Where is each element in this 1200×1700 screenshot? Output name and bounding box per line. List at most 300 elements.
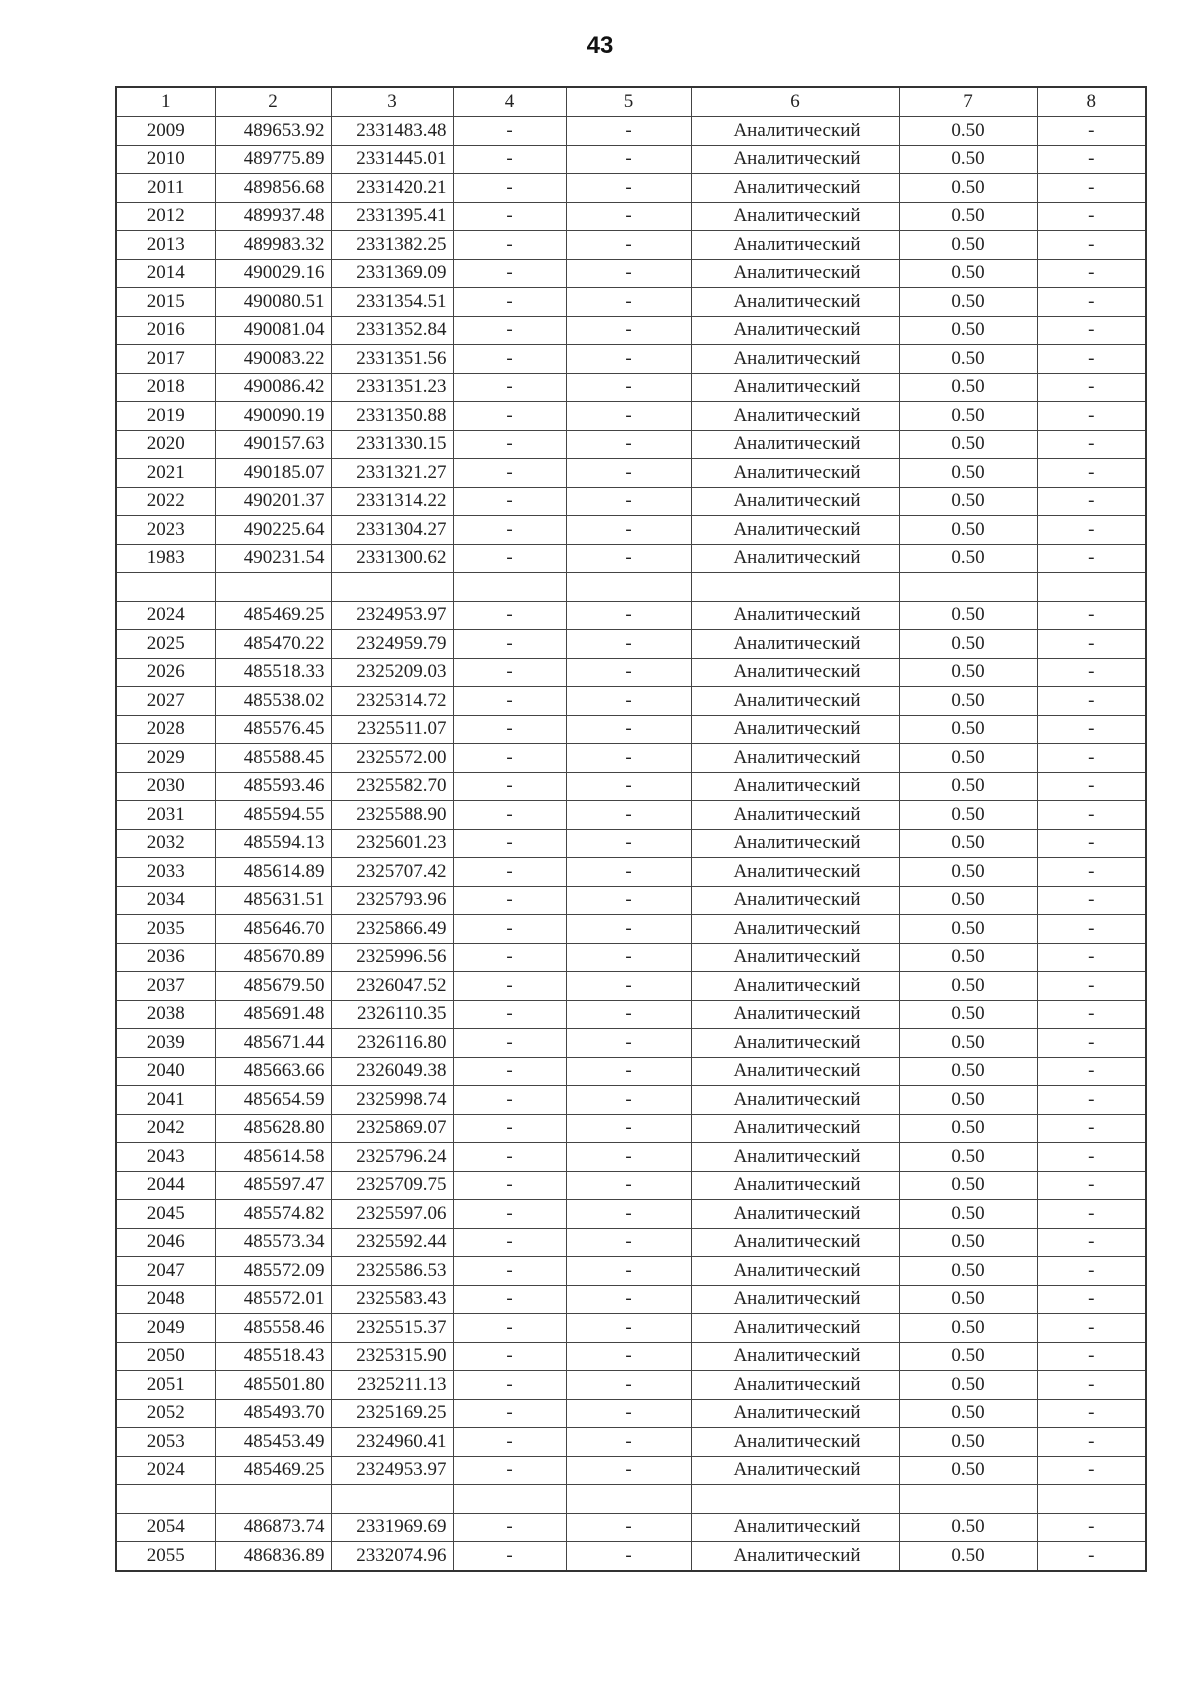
y-coordinate-cell: 2325709.75 <box>331 1171 453 1200</box>
table-row <box>116 1228 1146 1257</box>
method-cell: Аналитический <box>691 972 899 1001</box>
table-row <box>116 744 1146 773</box>
x-coordinate-cell: 485631.51 <box>215 886 331 915</box>
column-8-cell: - <box>1037 288 1146 317</box>
column-8-cell: - <box>1037 487 1146 516</box>
column-4-cell: - <box>453 487 566 516</box>
precision-cell: 0.50 <box>899 1542 1037 1571</box>
x-coordinate-cell: 489653.92 <box>215 117 331 146</box>
x-coordinate-cell: 485469.25 <box>215 1456 331 1485</box>
column-4-cell <box>453 573 566 602</box>
column-5-cell: - <box>566 1086 691 1115</box>
column-4-cell: - <box>453 943 566 972</box>
table-row <box>116 117 1146 146</box>
method-cell: Аналитический <box>691 858 899 887</box>
column-8-cell: - <box>1037 601 1146 630</box>
precision-cell: 0.50 <box>899 1399 1037 1428</box>
table-row <box>116 1057 1146 1086</box>
method-cell: Аналитический <box>691 1257 899 1286</box>
point-number-cell: 2046 <box>116 1228 215 1257</box>
y-coordinate-cell: 2325315.90 <box>331 1342 453 1371</box>
method-cell: Аналитический <box>691 715 899 744</box>
x-coordinate-cell: 490225.64 <box>215 516 331 545</box>
x-coordinate-cell: 490157.63 <box>215 430 331 459</box>
method-cell: Аналитический <box>691 1143 899 1172</box>
column-8-cell: - <box>1037 715 1146 744</box>
column-8-cell: - <box>1037 858 1146 887</box>
precision-cell: 0.50 <box>899 544 1037 573</box>
y-coordinate-cell: 2325998.74 <box>331 1086 453 1115</box>
method-cell: Аналитический <box>691 886 899 915</box>
x-coordinate-cell <box>215 573 331 602</box>
precision-cell: 0.50 <box>899 1513 1037 1542</box>
precision-cell: 0.50 <box>899 1257 1037 1286</box>
x-coordinate-cell: 490090.19 <box>215 402 331 431</box>
column-8-cell: - <box>1037 1114 1146 1143</box>
method-cell: Аналитический <box>691 259 899 288</box>
point-number-cell: 2040 <box>116 1057 215 1086</box>
column-8-cell: - <box>1037 687 1146 716</box>
page-number: 43 <box>586 32 614 59</box>
point-number-cell: 2019 <box>116 402 215 431</box>
y-coordinate-cell: 2325211.13 <box>331 1371 453 1400</box>
column-8-cell: - <box>1037 402 1146 431</box>
header-col-3: 3 <box>331 87 453 117</box>
x-coordinate-cell: 485628.80 <box>215 1114 331 1143</box>
y-coordinate-cell: 2331330.15 <box>331 430 453 459</box>
y-coordinate-cell: 2325796.24 <box>331 1143 453 1172</box>
x-coordinate-cell: 485614.89 <box>215 858 331 887</box>
x-coordinate-cell: 485654.59 <box>215 1086 331 1115</box>
column-8-cell: - <box>1037 1456 1146 1485</box>
precision-cell: 0.50 <box>899 886 1037 915</box>
method-cell <box>691 1485 899 1514</box>
method-cell: Аналитический <box>691 801 899 830</box>
column-4-cell: - <box>453 801 566 830</box>
table-row <box>116 459 1146 488</box>
x-coordinate-cell: 485646.70 <box>215 915 331 944</box>
precision-cell: 0.50 <box>899 174 1037 203</box>
method-cell: Аналитический <box>691 1342 899 1371</box>
column-4-cell: - <box>453 345 566 374</box>
column-5-cell: - <box>566 145 691 174</box>
precision-cell: 0.50 <box>899 202 1037 231</box>
precision-cell: 0.50 <box>899 487 1037 516</box>
table-row <box>116 487 1146 516</box>
point-number-cell <box>116 573 215 602</box>
point-number-cell: 2024 <box>116 601 215 630</box>
column-4-cell: - <box>453 658 566 687</box>
method-cell: Аналитический <box>691 1456 899 1485</box>
precision-cell: 0.50 <box>899 687 1037 716</box>
precision-cell: 0.50 <box>899 145 1037 174</box>
table-row <box>116 1513 1146 1542</box>
table-row <box>116 1542 1146 1571</box>
point-number-cell: 2022 <box>116 487 215 516</box>
method-cell: Аналитический <box>691 630 899 659</box>
column-8-cell: - <box>1037 430 1146 459</box>
x-coordinate-cell: 485538.02 <box>215 687 331 716</box>
table-row <box>116 1114 1146 1143</box>
precision-cell: 0.50 <box>899 1428 1037 1457</box>
table-row <box>116 1086 1146 1115</box>
column-4-cell: - <box>453 145 566 174</box>
column-8-cell: - <box>1037 259 1146 288</box>
precision-cell: 0.50 <box>899 715 1037 744</box>
column-4-cell: - <box>453 174 566 203</box>
x-coordinate-cell: 485597.47 <box>215 1171 331 1200</box>
coordinates-table <box>115 86 1147 1572</box>
column-4-cell: - <box>453 630 566 659</box>
table-row <box>116 1200 1146 1229</box>
precision-cell: 0.50 <box>899 658 1037 687</box>
column-4-cell: - <box>453 1086 566 1115</box>
y-coordinate-cell: 2331354.51 <box>331 288 453 317</box>
y-coordinate-cell: 2325515.37 <box>331 1314 453 1343</box>
point-number-cell: 2048 <box>116 1285 215 1314</box>
y-coordinate-cell: 2325588.90 <box>331 801 453 830</box>
precision-cell: 0.50 <box>899 1456 1037 1485</box>
table-row <box>116 715 1146 744</box>
point-number-cell: 2045 <box>116 1200 215 1229</box>
point-number-cell: 2035 <box>116 915 215 944</box>
point-number-cell: 2026 <box>116 658 215 687</box>
header-col-5: 5 <box>566 87 691 117</box>
y-coordinate-cell <box>331 573 453 602</box>
table-row <box>116 772 1146 801</box>
method-cell: Аналитический <box>691 487 899 516</box>
precision-cell: 0.50 <box>899 772 1037 801</box>
method-cell: Аналитический <box>691 1428 899 1457</box>
column-5-cell: - <box>566 259 691 288</box>
x-coordinate-cell: 485493.70 <box>215 1399 331 1428</box>
table-row <box>116 1143 1146 1172</box>
column-4-cell: - <box>453 117 566 146</box>
method-cell: Аналитический <box>691 117 899 146</box>
column-4-cell: - <box>453 316 566 345</box>
column-8-cell: - <box>1037 744 1146 773</box>
x-coordinate-cell: 485614.58 <box>215 1143 331 1172</box>
table-row <box>116 829 1146 858</box>
column-5-cell: - <box>566 202 691 231</box>
point-number-cell: 2014 <box>116 259 215 288</box>
column-5-cell: - <box>566 687 691 716</box>
point-number-cell: 2018 <box>116 373 215 402</box>
x-coordinate-cell: 490081.04 <box>215 316 331 345</box>
x-coordinate-cell: 485593.46 <box>215 772 331 801</box>
table-row <box>116 687 1146 716</box>
point-number-cell: 1983 <box>116 544 215 573</box>
point-number-cell: 2009 <box>116 117 215 146</box>
x-coordinate-cell: 485470.22 <box>215 630 331 659</box>
column-8-cell: - <box>1037 915 1146 944</box>
y-coordinate-cell: 2331351.23 <box>331 373 453 402</box>
point-number-cell: 2016 <box>116 316 215 345</box>
precision-cell: 0.50 <box>899 1114 1037 1143</box>
column-4-cell: - <box>453 829 566 858</box>
x-coordinate-cell: 489775.89 <box>215 145 331 174</box>
table-row <box>116 288 1146 317</box>
column-8-cell: - <box>1037 145 1146 174</box>
x-coordinate-cell: 485501.80 <box>215 1371 331 1400</box>
column-5-cell: - <box>566 1000 691 1029</box>
point-number-cell: 2055 <box>116 1542 215 1571</box>
column-8-cell: - <box>1037 658 1146 687</box>
column-8-cell: - <box>1037 1314 1146 1343</box>
point-number-cell: 2010 <box>116 145 215 174</box>
y-coordinate-cell: 2332074.96 <box>331 1542 453 1571</box>
column-5-cell: - <box>566 886 691 915</box>
column-5-cell: - <box>566 1428 691 1457</box>
method-cell: Аналитический <box>691 544 899 573</box>
precision-cell: 0.50 <box>899 1200 1037 1229</box>
table-row <box>116 658 1146 687</box>
precision-cell: 0.50 <box>899 459 1037 488</box>
column-4-cell: - <box>453 373 566 402</box>
y-coordinate-cell: 2331300.62 <box>331 544 453 573</box>
precision-cell: 0.50 <box>899 316 1037 345</box>
point-number-cell: 2039 <box>116 1029 215 1058</box>
method-cell: Аналитический <box>691 145 899 174</box>
method-cell: Аналитический <box>691 1513 899 1542</box>
column-5-cell: - <box>566 544 691 573</box>
column-5-cell: - <box>566 459 691 488</box>
x-coordinate-cell: 485469.25 <box>215 601 331 630</box>
table-row <box>116 1399 1146 1428</box>
column-5-cell: - <box>566 1342 691 1371</box>
column-4-cell: - <box>453 288 566 317</box>
column-5-cell: - <box>566 117 691 146</box>
y-coordinate-cell: 2325209.03 <box>331 658 453 687</box>
precision-cell: 0.50 <box>899 972 1037 1001</box>
column-4-cell: - <box>453 1057 566 1086</box>
point-number-cell: 2041 <box>116 1086 215 1115</box>
table-row <box>116 544 1146 573</box>
column-8-cell: - <box>1037 117 1146 146</box>
column-4-cell: - <box>453 231 566 260</box>
method-cell: Аналитический <box>691 1228 899 1257</box>
method-cell: Аналитический <box>691 1314 899 1343</box>
y-coordinate-cell: 2325169.25 <box>331 1399 453 1428</box>
table-row <box>116 231 1146 260</box>
y-coordinate-cell: 2325583.43 <box>331 1285 453 1314</box>
column-5-cell: - <box>566 430 691 459</box>
y-coordinate-cell: 2325601.23 <box>331 829 453 858</box>
column-5-cell: - <box>566 1285 691 1314</box>
table-row <box>116 801 1146 830</box>
column-8-cell: - <box>1037 1200 1146 1229</box>
column-5-cell: - <box>566 658 691 687</box>
y-coordinate-cell: 2331352.84 <box>331 316 453 345</box>
column-8-cell: - <box>1037 1029 1146 1058</box>
x-coordinate-cell: 489983.32 <box>215 231 331 260</box>
y-coordinate-cell: 2331445.01 <box>331 145 453 174</box>
x-coordinate-cell: 485572.01 <box>215 1285 331 1314</box>
x-coordinate-cell: 485594.13 <box>215 829 331 858</box>
method-cell: Аналитический <box>691 288 899 317</box>
column-4-cell: - <box>453 1257 566 1286</box>
precision-cell: 0.50 <box>899 1143 1037 1172</box>
table-row <box>116 1456 1146 1485</box>
method-cell: Аналитический <box>691 1029 899 1058</box>
y-coordinate-cell: 2331483.48 <box>331 117 453 146</box>
column-5-cell: - <box>566 829 691 858</box>
precision-cell: 0.50 <box>899 1342 1037 1371</box>
column-5-cell: - <box>566 1171 691 1200</box>
x-coordinate-cell: 486836.89 <box>215 1542 331 1571</box>
column-4-cell: - <box>453 1143 566 1172</box>
point-number-cell: 2021 <box>116 459 215 488</box>
table-row <box>116 145 1146 174</box>
method-cell: Аналитический <box>691 744 899 773</box>
column-4-cell: - <box>453 915 566 944</box>
point-number-cell: 2037 <box>116 972 215 1001</box>
precision-cell: 0.50 <box>899 1371 1037 1400</box>
y-coordinate-cell: 2324953.97 <box>331 601 453 630</box>
precision-cell: 0.50 <box>899 117 1037 146</box>
table-row <box>116 516 1146 545</box>
column-4-cell: - <box>453 1228 566 1257</box>
method-cell: Аналитический <box>691 1171 899 1200</box>
method-cell: Аналитический <box>691 231 899 260</box>
table-separator-row <box>116 573 1146 602</box>
x-coordinate-cell: 490201.37 <box>215 487 331 516</box>
column-8-cell: - <box>1037 1399 1146 1428</box>
x-coordinate-cell: 490083.22 <box>215 345 331 374</box>
column-4-cell: - <box>453 1456 566 1485</box>
precision-cell: 0.50 <box>899 1171 1037 1200</box>
column-5-cell: - <box>566 915 691 944</box>
y-coordinate-cell: 2325572.00 <box>331 744 453 773</box>
x-coordinate-cell: 490029.16 <box>215 259 331 288</box>
column-8-cell: - <box>1037 630 1146 659</box>
column-4-cell: - <box>453 687 566 716</box>
x-coordinate-cell: 485576.45 <box>215 715 331 744</box>
method-cell: Аналитический <box>691 1285 899 1314</box>
x-coordinate-cell: 485670.89 <box>215 943 331 972</box>
y-coordinate-cell: 2326116.80 <box>331 1029 453 1058</box>
column-4-cell: - <box>453 1200 566 1229</box>
table-row <box>116 316 1146 345</box>
y-coordinate-cell: 2325314.72 <box>331 687 453 716</box>
column-4-cell: - <box>453 601 566 630</box>
y-coordinate-cell: 2331351.56 <box>331 345 453 374</box>
method-cell: Аналитический <box>691 345 899 374</box>
x-coordinate-cell: 489937.48 <box>215 202 331 231</box>
method-cell: Аналитический <box>691 1542 899 1571</box>
y-coordinate-cell: 2325597.06 <box>331 1200 453 1229</box>
column-4-cell: - <box>453 1371 566 1400</box>
column-4-cell: - <box>453 259 566 288</box>
table-row <box>116 972 1146 1001</box>
precision-cell: 0.50 <box>899 373 1037 402</box>
method-cell: Аналитический <box>691 459 899 488</box>
table-body <box>116 117 1146 1571</box>
x-coordinate-cell: 485574.82 <box>215 1200 331 1229</box>
column-5-cell: - <box>566 373 691 402</box>
point-number-cell <box>116 1485 215 1514</box>
column-8-cell: - <box>1037 772 1146 801</box>
x-coordinate-cell: 485518.43 <box>215 1342 331 1371</box>
table-row <box>116 915 1146 944</box>
column-5-cell: - <box>566 1200 691 1229</box>
y-coordinate-cell: 2331395.41 <box>331 202 453 231</box>
column-4-cell: - <box>453 1542 566 1571</box>
table-row <box>116 858 1146 887</box>
point-number-cell: 2020 <box>116 430 215 459</box>
column-4-cell: - <box>453 544 566 573</box>
precision-cell: 0.50 <box>899 430 1037 459</box>
precision-cell: 0.50 <box>899 801 1037 830</box>
table-row <box>116 402 1146 431</box>
precision-cell <box>899 573 1037 602</box>
point-number-cell: 2013 <box>116 231 215 260</box>
column-5-cell: - <box>566 601 691 630</box>
column-8-cell: - <box>1037 886 1146 915</box>
x-coordinate-cell <box>215 1485 331 1514</box>
x-coordinate-cell: 485671.44 <box>215 1029 331 1058</box>
point-number-cell: 2011 <box>116 174 215 203</box>
column-4-cell: - <box>453 772 566 801</box>
column-5-cell: - <box>566 1542 691 1571</box>
column-5-cell: - <box>566 744 691 773</box>
y-coordinate-cell: 2325582.70 <box>331 772 453 801</box>
column-4-cell: - <box>453 1513 566 1542</box>
column-8-cell: - <box>1037 1513 1146 1542</box>
method-cell: Аналитический <box>691 1086 899 1115</box>
column-4-cell: - <box>453 1285 566 1314</box>
table-header-row <box>116 87 1146 117</box>
precision-cell: 0.50 <box>899 231 1037 260</box>
column-4-cell: - <box>453 1114 566 1143</box>
precision-cell: 0.50 <box>899 1228 1037 1257</box>
x-coordinate-cell: 486873.74 <box>215 1513 331 1542</box>
point-number-cell: 2042 <box>116 1114 215 1143</box>
method-cell: Аналитический <box>691 601 899 630</box>
x-coordinate-cell: 485558.46 <box>215 1314 331 1343</box>
column-8-cell: - <box>1037 516 1146 545</box>
column-4-cell: - <box>453 744 566 773</box>
column-5-cell: - <box>566 772 691 801</box>
column-8-cell: - <box>1037 1171 1146 1200</box>
column-8-cell: - <box>1037 202 1146 231</box>
column-4-cell: - <box>453 459 566 488</box>
precision-cell: 0.50 <box>899 601 1037 630</box>
table-row <box>116 1371 1146 1400</box>
x-coordinate-cell: 490080.51 <box>215 288 331 317</box>
column-8-cell: - <box>1037 1342 1146 1371</box>
y-coordinate-cell: 2324959.79 <box>331 630 453 659</box>
precision-cell: 0.50 <box>899 516 1037 545</box>
table-row <box>116 1285 1146 1314</box>
column-4-cell: - <box>453 1000 566 1029</box>
column-5-cell: - <box>566 231 691 260</box>
table-row <box>116 345 1146 374</box>
table-row <box>116 373 1146 402</box>
precision-cell: 0.50 <box>899 259 1037 288</box>
column-8-cell: - <box>1037 544 1146 573</box>
table-row <box>116 1342 1146 1371</box>
method-cell: Аналитический <box>691 687 899 716</box>
x-coordinate-cell: 490185.07 <box>215 459 331 488</box>
y-coordinate-cell: 2331420.21 <box>331 174 453 203</box>
header-col-1: 1 <box>116 87 215 117</box>
y-coordinate-cell: 2325996.56 <box>331 943 453 972</box>
column-8-cell: - <box>1037 1143 1146 1172</box>
method-cell: Аналитический <box>691 202 899 231</box>
column-5-cell: - <box>566 1314 691 1343</box>
column-8-cell: - <box>1037 1257 1146 1286</box>
